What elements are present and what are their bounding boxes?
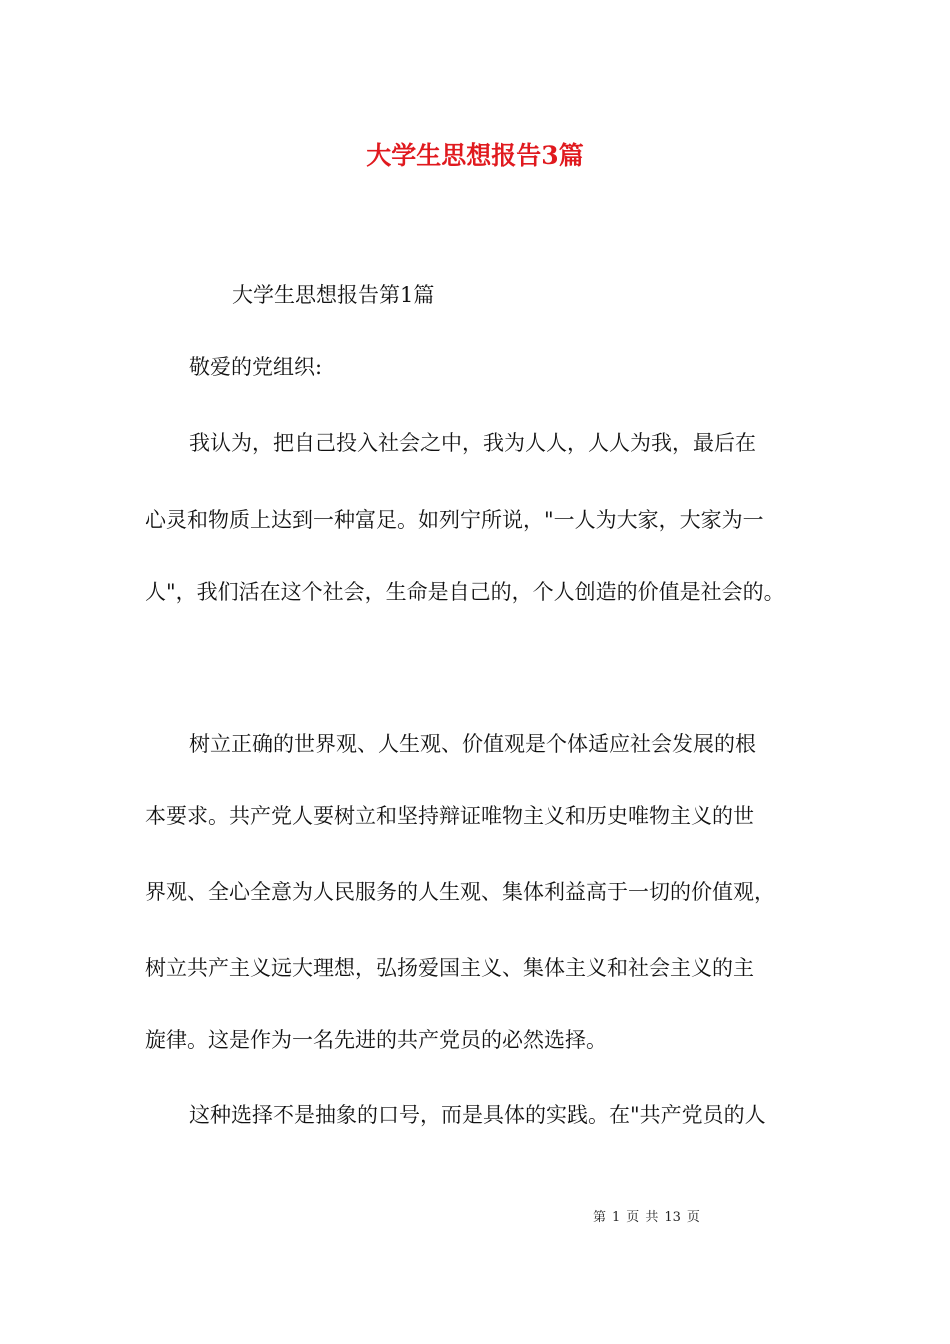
paragraph-2-line-5: 旋律。这是作为一名先进的共产党员的必然选择。 [145,1028,607,1052]
paragraph-2-line-2: 本要求。共产党人要树立和坚持辩证唯物主义和历史唯物主义的世 [145,804,754,828]
paragraph-1-line-2: 心灵和物质上达到一种富足。如列宁所说，"一人为大家，大家为一 [145,508,764,532]
document-title: 大学生思想报告3篇 [366,141,584,170]
paragraph-3-line-1: 这种选择不是抽象的口号，而是具体的实践。在"共产党员的人 [189,1103,766,1127]
page-label: 第 [593,1210,607,1225]
paragraph-2-line-3: 界观、全心全意为人民服务的人生观、集体利益高于一切的价值观， [145,880,775,904]
paragraph-1-line-3: 人"，我们活在这个社会，生命是自己的，个人创造的价值是社会的。 [145,580,785,604]
subtitle: 大学生思想报告第1篇 [232,283,435,307]
paragraph-2-line-1: 树立正确的世界观、人生观、价值观是个体适应社会发展的根 [189,732,756,756]
salutation: 敬爱的党组织: [189,355,323,379]
paragraph-2-line-4: 树立共产主义远大理想，弘扬爱国主义、集体主义和社会主义的主 [145,956,754,980]
page-end: 页 [686,1210,700,1225]
page-total: 13 [664,1210,681,1225]
page-number [593,1208,706,1228]
page-current: 1 [612,1210,621,1225]
page-mid: 页 [626,1210,640,1225]
total-label: 共 [645,1210,659,1225]
paragraph-1-line-1: 我认为，把自己投入社会之中，我为人人，人人为我，最后在 [189,431,756,455]
